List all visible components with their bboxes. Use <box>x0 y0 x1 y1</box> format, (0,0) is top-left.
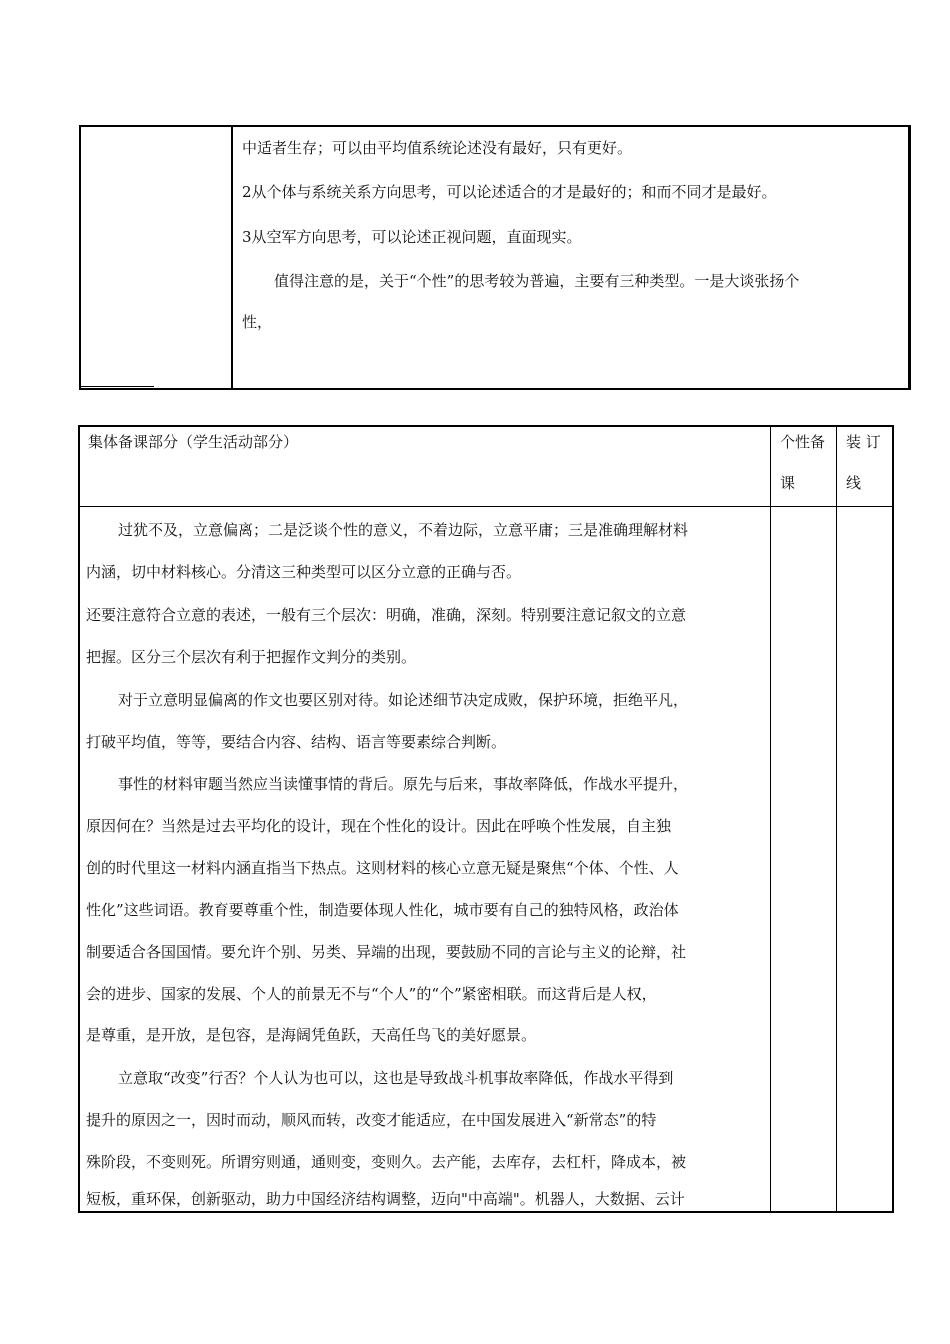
header-personal-prep: 个性备 <box>780 433 826 451</box>
header-personal-prep-2: 课 <box>780 474 796 492</box>
lesson-table-divider-1 <box>770 425 771 1213</box>
text-line: 性， <box>242 313 273 331</box>
header-binding-line-2: 线 <box>846 474 862 492</box>
text-line: 制要适合各国国情。要允许个别、另类、异端的出现，要鼓励不同的言论与主义的论辩，社 <box>86 943 687 961</box>
text-line: 事性的材料审题当然应当读懂事情的背后。原先与后来，事故率降低，作战水平提升， <box>118 775 689 793</box>
lesson-table-divider-2 <box>836 425 837 1213</box>
text-line: 内涵，切中材料核心。分清这三种类型可以区分立意的正确与否。 <box>86 563 522 581</box>
upper-table-divider-left <box>231 125 233 390</box>
text-line: 把握。区分三个层次有利于把握作文判分的类别。 <box>86 648 417 666</box>
text-line: 打破平均值，等等，要结合内容、结构、语言等要素综合判断。 <box>86 733 507 751</box>
text-line: 对于立意明显偏离的作文也要区别对待。如论述细节决定成败，保护环境，拒绝平凡， <box>118 691 689 709</box>
text-line: 2从个体与系统关系方向思考，可以论述适合的才是最好的；和而不同才是最好。 <box>242 183 777 201</box>
header-title: 集体备课部分（学生活动部分） <box>88 433 299 451</box>
header-binding-line: 装 订 <box>846 433 881 451</box>
text-line: 提升的原因之一，因时而动，顺风而转，改变才能适应，在中国发展进入“新常态”的特 <box>86 1111 657 1129</box>
text-line: 短板，重环保，创新驱动，助力中国经济结构调整，迈向"中高端"。机器人，大数据、云计 <box>86 1190 685 1208</box>
text-line: 3从空军方向思考，可以论述正视问题，直面现实。 <box>242 228 582 246</box>
lesson-table-header-line <box>78 506 894 507</box>
upper-table <box>79 125 911 390</box>
text-line: 会的进步、国家的发展、个人的前景无不与“个人”的“个”紧密相联。而这背后是人权， <box>86 985 657 1003</box>
text-line: 中适者生存；可以由平均值系统论述没有最好，只有更好。 <box>242 139 633 157</box>
upper-table-left-cell-line <box>79 386 154 387</box>
text-line: 立意取“改变”行否？个人认为也可以，这也是导致战斗机事故率降低，作战水平得到 <box>118 1069 674 1087</box>
upper-table-divider-right <box>908 125 910 390</box>
lesson-table <box>78 425 894 1213</box>
upper-table-border <box>79 125 911 390</box>
text-line: 还要注意符合立意的表述，一般有三个层次：明确，准确，深刻。特别要注意记叙文的立意 <box>86 606 687 624</box>
text-line: 值得注意的是，关于“个性”的思考较为普遍，主要有三种类型。一是大谈张扬个 <box>274 272 800 290</box>
text-line: 过犹不及，立意偏离；二是泛谈个性的意义，不着边际，立意平庸；三是准确理解材料 <box>118 521 689 539</box>
text-line: 原因何在？当然是过去平均化的设计，现在个性化的设计。因此在呼唤个性发展，自主独 <box>86 817 672 835</box>
text-line: 创的时代里这一材料内涵直指当下热点。这则材料的核心立意无疑是聚焦“个体、个性、人 <box>86 859 679 877</box>
text-line: 是尊重，是开放，是包容，是海阔凭鱼跃，天高任鸟飞的美好愿景。 <box>86 1026 537 1044</box>
text-line: 性化”这些词语。教育要尊重个性，制造要体现人性化，城市要有自己的独特风格，政治体 <box>86 901 679 919</box>
text-line: 殊阶段，不变则死。所谓穷则通，通则变，变则久。去产能，去库存，去杠杆，降成本，被 <box>86 1153 687 1171</box>
